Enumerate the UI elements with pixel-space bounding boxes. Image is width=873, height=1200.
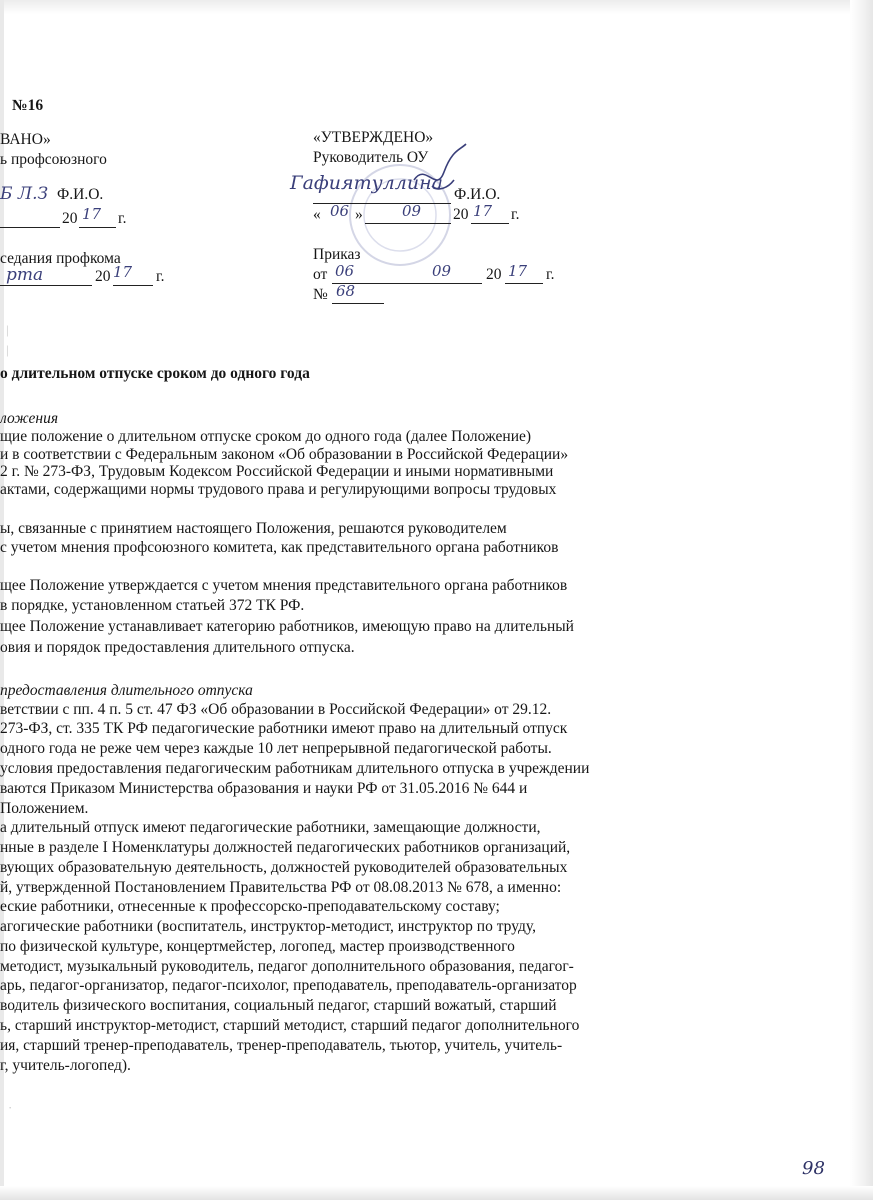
section2-line: 273-ФЗ, ст. 335 ТК РФ педагогические работники имеют право на длительный отпуск	[0, 720, 568, 737]
section2-line: ваются Приказом Министерства образования и науки РФ от 31.05.2016 № 644 и	[0, 780, 528, 797]
right-date-year-hand: 17	[473, 202, 493, 220]
left-date-line	[0, 227, 60, 228]
right-date-year-prefix: 20	[453, 206, 469, 223]
left-agreed-label: ВАНО»	[0, 131, 51, 148]
section2-line: й, утвержденной Постановлением Правительства РФ от 08.08.2013 № 678, а именно:	[0, 879, 562, 896]
right-order-year-line	[505, 283, 543, 284]
left-date-year-prefix: 20	[62, 210, 78, 227]
section1-line: ы, связанные с принятием настоящего Положения, решаются руководителем	[0, 520, 507, 537]
right-order-year-prefix: 20	[486, 266, 502, 283]
section2-line: а длительный отпуск имеют педагогические работники, замещающие должности,	[0, 819, 541, 836]
doc-number: №16	[12, 97, 44, 114]
section2-line: условия предоставления педагогическим работникам длительного отпуска в учреждении	[0, 760, 590, 777]
left-date-suffix: г.	[118, 210, 127, 227]
right-date-suffix: г.	[511, 206, 520, 223]
section2-line: ия, старший тренер-преподаватель, тренер-преподаватель, тьютор, учитель, учитель-	[0, 1037, 563, 1054]
section1-line: щее Положение устанавливает категорию работников, имеющую право на длительный	[0, 618, 574, 635]
section2-line: ь, старший инструктор-методист, старший методист, старший педагог дополнительного	[0, 1017, 580, 1034]
right-order-label: Приказ	[313, 246, 361, 263]
section1-line: овия и порядок предоставления длительного отпуска.	[0, 639, 355, 656]
right-order-year-hand: 17	[508, 262, 528, 280]
left-meeting-suffix: г.	[156, 268, 165, 285]
section1-heading: ложения	[0, 410, 59, 427]
left-meeting-line	[0, 285, 92, 286]
section2-line: методист, музыкальный руководитель, педагог дополнительного образования, педагог-	[0, 958, 574, 975]
section2-line: Положением.	[0, 800, 89, 817]
right-order-from: от	[313, 266, 328, 283]
section2-line: еские работники, отнесенные к профессорско-преподавательскому составу;	[0, 898, 500, 915]
right-order-num-hand: 68	[336, 282, 356, 300]
section1-line: щее Положение утверждается с учетом мнения представительного органа работников	[0, 577, 568, 594]
right-date-close: »	[355, 206, 363, 223]
section2-line: агогические работники (воспитатель, инструктор-методист, инструктор по труду,	[0, 918, 536, 935]
section1-line: 2 г. № 273-ФЗ, Трудовым Кодексом Российской Федерации и иными нормативными	[0, 463, 554, 480]
right-order-suffix: г.	[546, 266, 555, 283]
section2-line: водитель физического воспитания, социальный педагог, старший вожатый, старший	[0, 997, 557, 1014]
right-order-num-label: №	[313, 286, 328, 303]
right-date-year-line	[471, 223, 509, 224]
left-meeting-year-prefix: 20	[95, 268, 111, 285]
right-date-month-hand: 09	[402, 202, 422, 220]
section2-heading: предоставления длительного отпуска	[0, 682, 253, 699]
bleed-mark: |	[6, 322, 9, 337]
left-meeting-year-line	[113, 285, 153, 286]
right-date-day-hand: 06	[330, 202, 350, 220]
left-date-year-hand: 17	[82, 205, 102, 223]
left-meeting-label: седания профкома	[0, 250, 121, 267]
left-meeting-month-hand: рта	[6, 265, 44, 285]
left-year-line	[79, 227, 116, 228]
right-order-month-hand: 09	[432, 262, 452, 280]
left-union-label: ь профсоюзного	[0, 151, 107, 168]
section1-line: актами, содержащими нормы трудового права и регулирующими вопросы трудовых	[0, 481, 557, 498]
section2-line: по физической культуре, концертмейстер, логопед, мастер производственного	[0, 938, 515, 955]
right-approved-label: «УТВЕРЖДЕНО»	[313, 129, 434, 146]
section2-line: арь, педагог-организатор, педагог-психолог, преподаватель, преподаватель-организатор	[0, 977, 577, 994]
section1-line: щие положение о длительном отпуске сроком до одного года (далее Положение)	[0, 428, 532, 445]
section1-line: с учетом мнения профсоюзного комитета, как представительного органа работников	[0, 539, 559, 556]
section1-line: в порядке, установленном статьей 372 ТК РФ.	[0, 597, 305, 614]
page-number: 98	[802, 1158, 825, 1179]
right-date-line	[365, 223, 451, 224]
scan-edge-right	[850, 0, 873, 1200]
section2-line: вующих образовательную деятельность, должностей руководителей образовательных	[0, 859, 568, 876]
scan-edge-bottom	[0, 1186, 873, 1200]
section2-line: нные в разделе I Номенклатуры должностей педагогических работников организаций,	[0, 839, 571, 856]
left-handwritten-name: Б Л.З	[0, 184, 49, 204]
bleed-mark: ·	[8, 1100, 13, 1115]
left-meeting-year-hand: 17	[113, 263, 133, 281]
section2-line: ветствии с пп. 4 п. 5 ст. 47 ФЗ «Об образовании в Российской Федерации» от 29.12.	[0, 701, 552, 718]
bleed-mark: |	[6, 342, 9, 357]
right-order-num-line	[332, 303, 384, 304]
section2-line: одного года не реже чем через каждые 10 лет непрерывной педагогической работы.	[0, 740, 552, 757]
right-fio-label: Ф.И.О.	[454, 186, 501, 203]
right-signature-hand: Гафиятуллина	[290, 172, 443, 194]
section2-line: г, учитель-логопед).	[0, 1057, 131, 1074]
document-title: о длительном отпуске сроком до одного года	[0, 365, 310, 382]
section1-line: и в соответствии с Федеральным законом «Об образовании в Российской Федерации»	[0, 446, 569, 463]
right-head-label: Руководитель ОУ	[313, 149, 429, 166]
right-date-open: «	[313, 206, 321, 223]
left-fio-label: Ф.И.О.	[57, 186, 104, 203]
right-order-day-hand: 06	[335, 262, 355, 280]
scan-edge-top	[0, 0, 873, 14]
